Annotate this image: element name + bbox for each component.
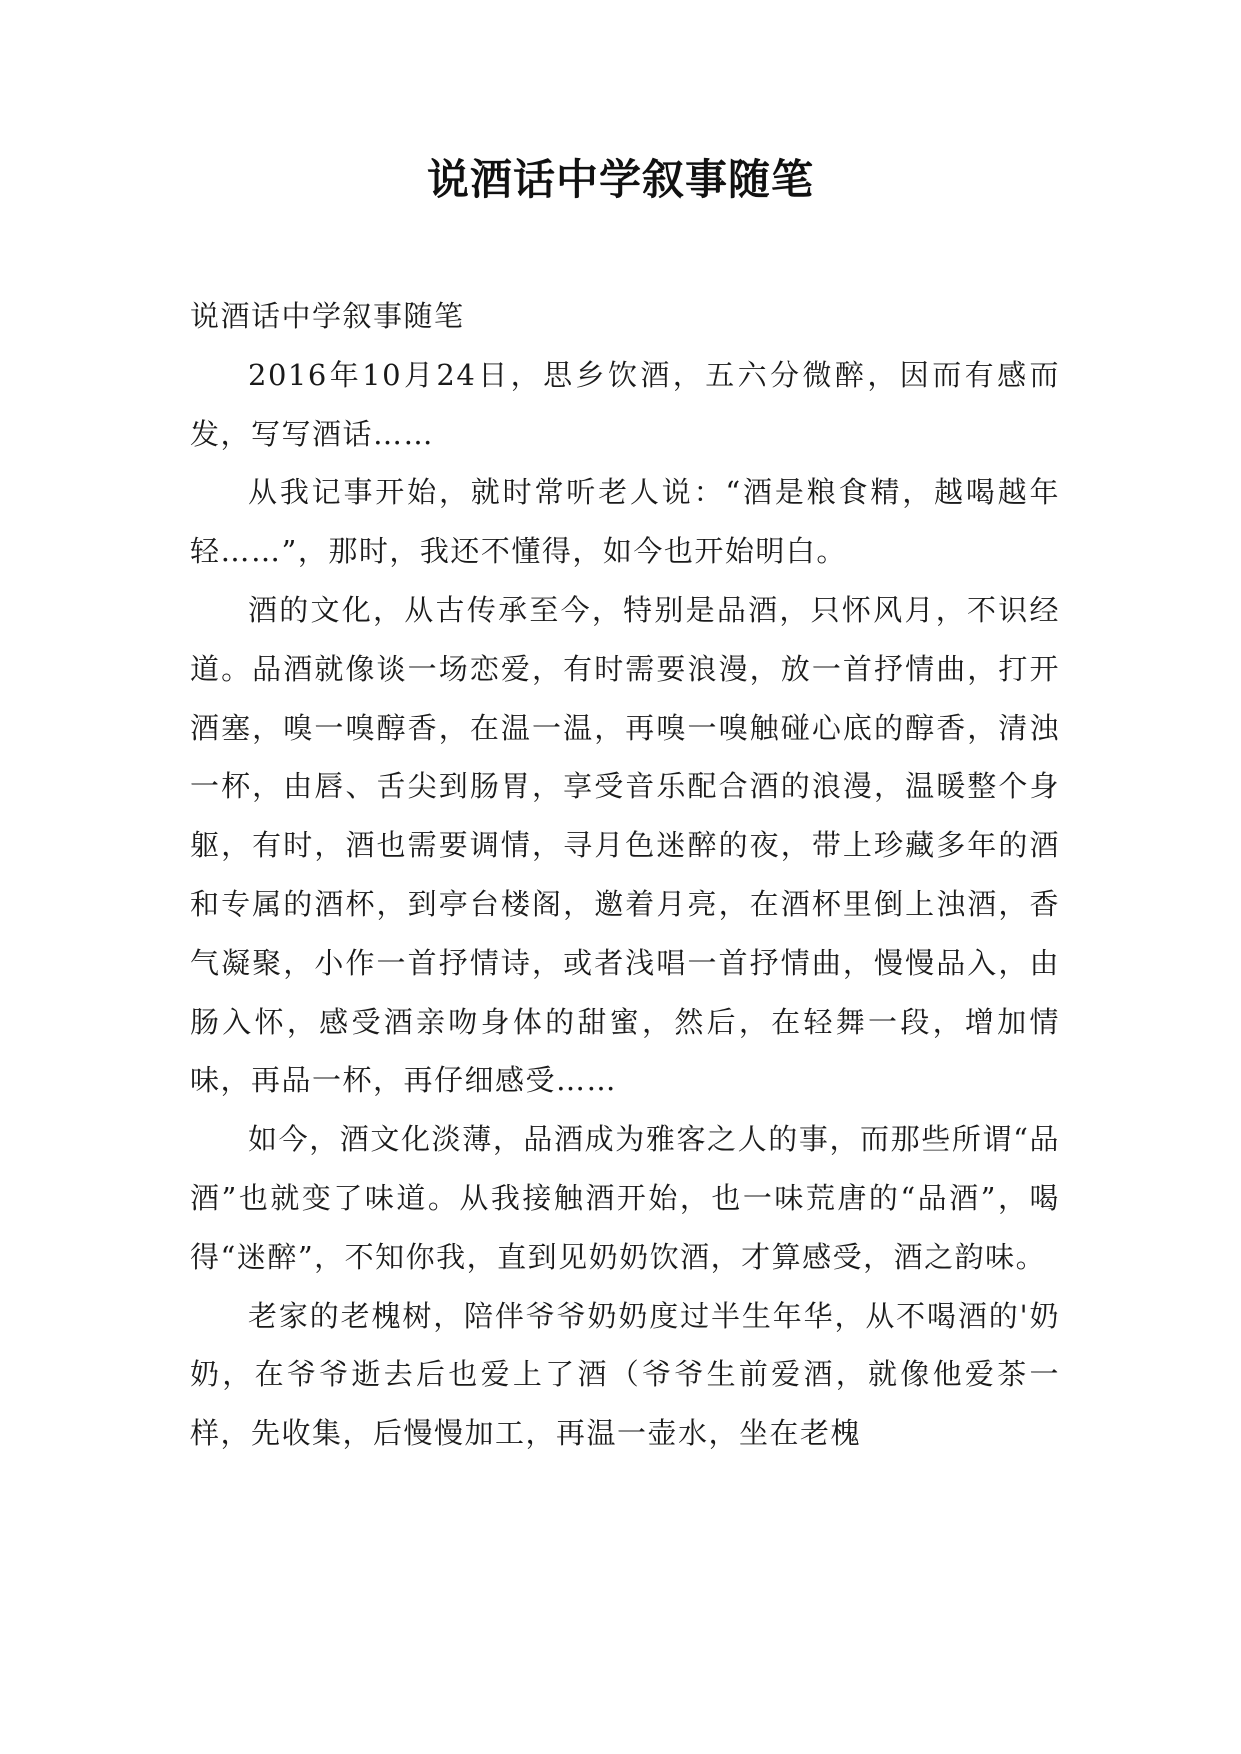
paragraph-subtitle: 说酒话中学叙事随笔 [190, 299, 465, 333]
paragraph: 从我记事开始，就时常听老人说：“酒是粮食精，越喝越年轻……”，那时，我还不懂得，如今也开始明白。 [190, 475, 1060, 569]
paragraph: 酒的文化，从古传承至今，特别是品酒，只怀风月，不识经道。品酒就像谈一场恋爱，有时需要浪漫，放一首抒情曲，打开酒塞，嗅一嗅醇香，在温一温，再嗅一嗅触碰心底的醇香，清浊一杯，由唇、舌尖到肠胃，享受音乐配合酒的浪漫，温暖整个身躯，有时，酒也需要调情，寻月色迷醉的夜，带上珍藏多年的酒和专属的酒杯，到亭台楼阁，邀着月亮，在酒杯里倒上浊酒，香气凝聚，小作一首抒情诗，或者浅唱一首抒情曲，慢慢品入，由肠入怀，感受酒亲吻身体的甜蜜，然后，在轻舞一段，增加情味，再品一杯，再仔细感受…… [190, 592, 1060, 1098]
paragraph: 老家的老槐树，陪伴爷爷奶奶度过半生年华，从不喝酒的'奶奶，在爷爷逝去后也爱上了酒（爷爷生前爱酒，就像他爱茶一样，先收集，后慢慢加工，再温一壶水，坐在老槐 [190, 1298, 1060, 1451]
page-title: 说酒话中学叙事随笔 [426, 155, 814, 204]
paragraph: 如今，酒文化淡薄，品酒成为雅客之人的事，而那些所谓“品酒”也就变了味道。从我接触酒开始，也一味荒唐的“品酒”，喝得“迷醉”，不知你我，直到见奶奶饮酒，才算感受，酒之韵味。 [190, 1122, 1060, 1274]
paragraph: 2016年10月24日，思乡饮酒，五六分微醉，因而有感而发，写写酒话…… [190, 357, 1060, 451]
document-body [190, 287, 1060, 1463]
